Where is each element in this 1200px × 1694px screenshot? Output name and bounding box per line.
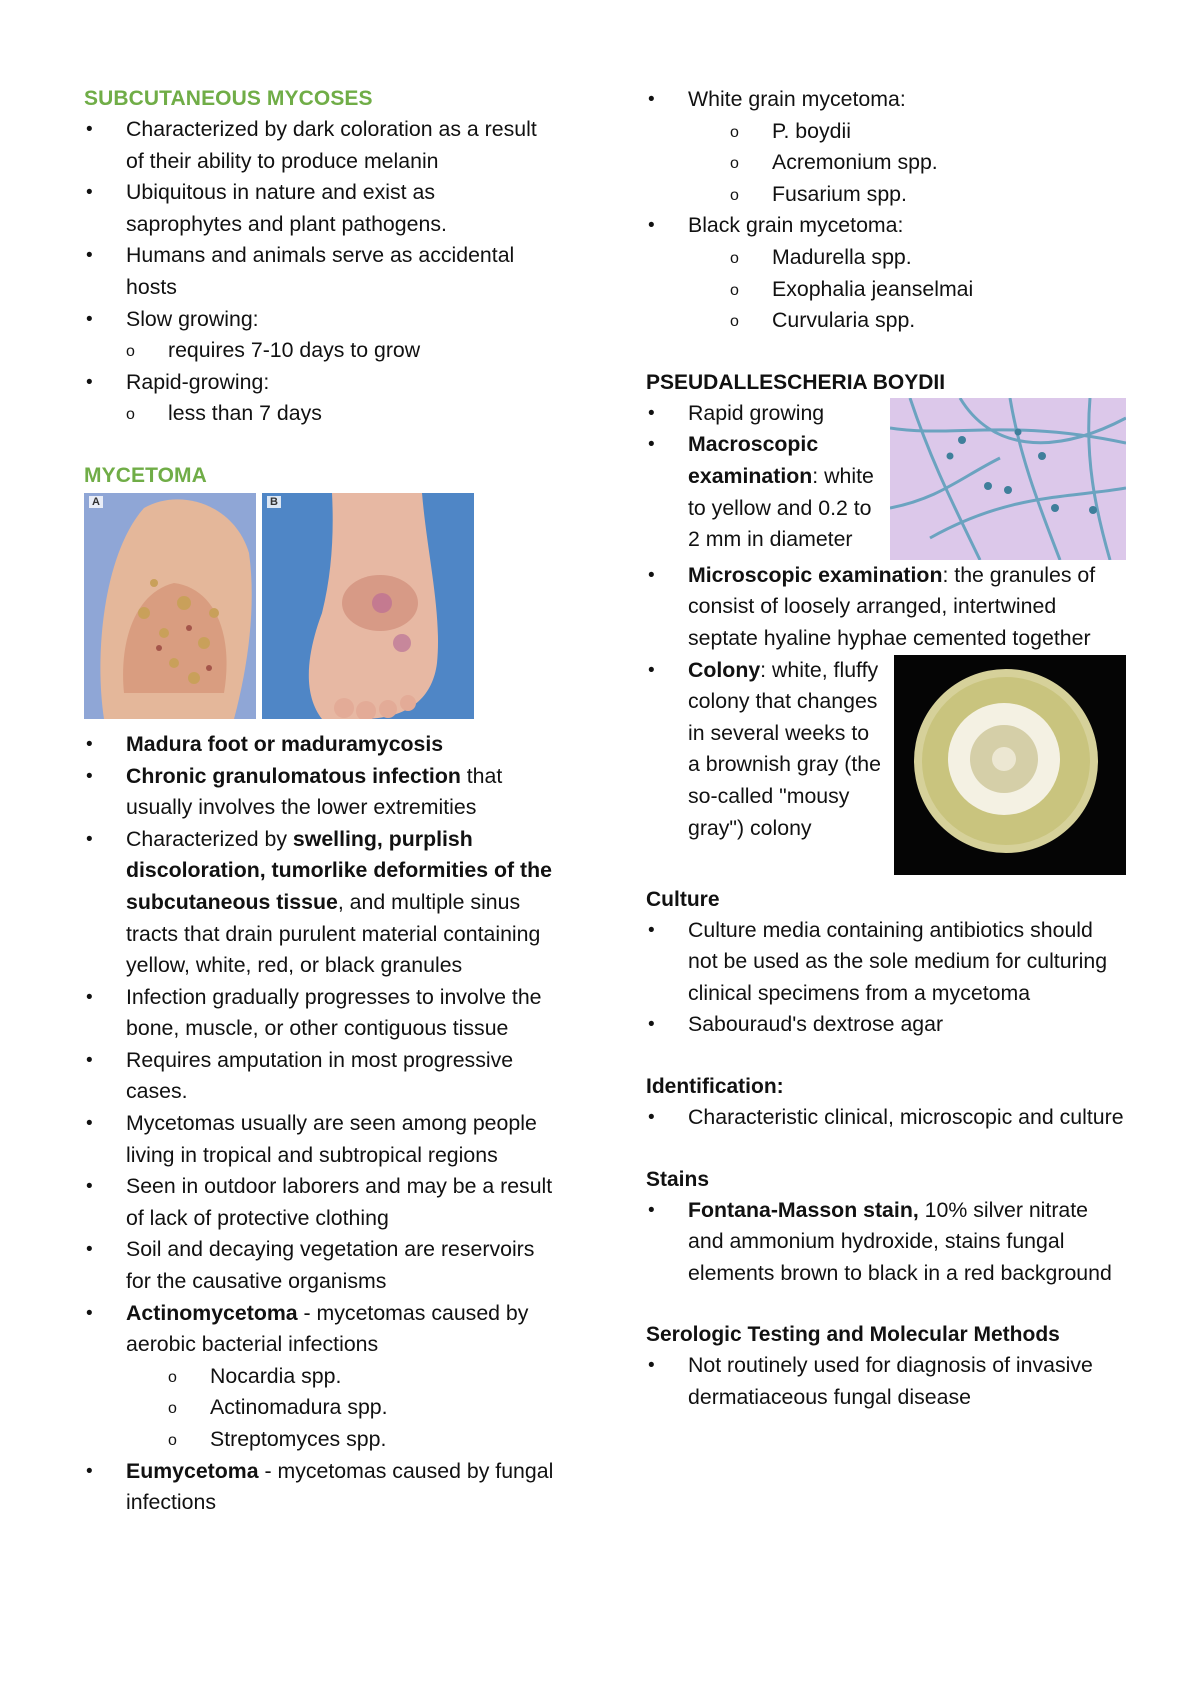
sub-list-item: o less than 7 days xyxy=(84,398,554,430)
right-column xyxy=(646,84,1126,1413)
subcutaneous-mycoses-heading: SUBCUTANEOUS MYCOSES xyxy=(84,87,373,110)
figure-label-a: A xyxy=(89,496,103,508)
sub-list-item: o Actinomadura spp. xyxy=(84,1392,554,1424)
foot-photo-b xyxy=(262,493,474,719)
mycetoma-list xyxy=(84,729,554,1519)
list-item: • Rapid growing xyxy=(646,398,1126,430)
list-item: • Macroscopic examination: white to yellow and 0.2 to 2 mm in diameter xyxy=(646,429,1126,555)
sub-list-item: o Exophalia jeanselmai xyxy=(646,274,1126,306)
list-item: • Not routinely used for diagnosis of invasive dermatiaceous fungal disease xyxy=(646,1350,1126,1413)
list-item: • Culture media containing antibiotics should not be used as the sole medium for culturing clinical specimens from a mycetoma xyxy=(646,915,1126,1010)
mycetoma-heading: MYCETOMA xyxy=(84,463,207,487)
serologic-heading: Serologic Testing and Molecular Methods xyxy=(646,1323,1060,1347)
list-item: • Ubiquitous in nature and exist as saprophytes and plant pathogens. xyxy=(84,177,554,240)
list-item: • Eumycetoma - mycetomas caused by fungal infections xyxy=(84,1456,554,1519)
list-item: • Rapid-growing: xyxy=(84,367,554,399)
list-item: • Characterized by swelling, purplish discoloration, tumorlike deformities of the subcutaneous tissue, and multiple sinus tracts that drain purulent material containing yellow, white, red, or black granules xyxy=(84,824,554,982)
left-column xyxy=(84,84,554,1519)
list-item: • Colony: white, fluffy colony that changes in several weeks to a brownish gray (the so-called "mousy gray") colony xyxy=(646,655,1126,845)
list-item: • Soil and decaying vegetation are reservoirs for the causative organisms xyxy=(84,1234,554,1297)
foot-photo-a xyxy=(84,493,256,719)
sub-list-item: o Streptomyces spp. xyxy=(84,1424,554,1456)
list-item: • Slow growing: xyxy=(84,304,554,336)
list-item: • Characteristic clinical, microscopic and culture xyxy=(646,1102,1126,1134)
list-item: • Microscopic examination: the granules of consist of loosely arranged, intertwined septate hyaline hyphae cemented together xyxy=(646,560,1126,655)
list-item: • Characterized by dark coloration as a result of their ability to produce melanin xyxy=(84,114,554,177)
grain-list xyxy=(646,84,1126,337)
list-item: • Infection gradually progresses to involve the bone, muscle, or other contiguous tissue xyxy=(84,982,554,1045)
pseudallescheria-heading: PSEUDALLESCHERIA BOYDII xyxy=(646,370,946,394)
stains-list xyxy=(646,1195,1126,1290)
list-item: • Actinomycetoma - mycetomas caused by aerobic bacterial infections xyxy=(84,1298,554,1361)
identification-list xyxy=(646,1102,1126,1134)
list-item: • Mycetomas usually are seen among people living in tropical and subtropical regions xyxy=(84,1108,554,1171)
sub-list-item: o Madurella spp. xyxy=(646,242,1126,274)
sub-list-item: o Curvularia spp. xyxy=(646,305,1126,337)
sub-list-item: o Fusarium spp. xyxy=(646,179,1126,211)
pseudallescheria-list xyxy=(646,398,1126,655)
list-item: • Requires amputation in most progressive cases. xyxy=(84,1045,554,1108)
sub-list-item: o Nocardia spp. xyxy=(84,1361,554,1393)
list-item: • Madura foot or maduramycosis xyxy=(84,729,554,761)
list-item: • Fontana-Masson stain, 10% silver nitrate and ammonium hydroxide, stains fungal elements brown to black in a red background xyxy=(646,1195,1126,1290)
culture-list xyxy=(646,915,1126,1041)
list-item: • Chronic granulomatous infection that usually involves the lower extremities xyxy=(84,761,554,824)
list-item: • Humans and animals serve as accidental hosts xyxy=(84,240,554,303)
sub-list-item: o requires 7-10 days to grow xyxy=(84,335,554,367)
figure-label-b: B xyxy=(267,496,281,508)
sub-list-item: o P. boydii xyxy=(646,116,1126,148)
mycetoma-figure xyxy=(84,493,554,719)
colony-list xyxy=(646,655,1126,845)
serologic-list xyxy=(646,1350,1126,1413)
identification-heading: Identification: xyxy=(646,1074,784,1098)
sub-list-item: o Acremonium spp. xyxy=(646,147,1126,179)
list-item: • Seen in outdoor laborers and may be a result of lack of protective clothing xyxy=(84,1171,554,1234)
stains-heading: Stains xyxy=(646,1167,710,1191)
subcutaneous-list xyxy=(84,114,554,430)
list-item: • Sabouraud's dextrose agar xyxy=(646,1009,1126,1041)
culture-heading: Culture xyxy=(646,887,720,911)
list-item: • White grain mycetoma: xyxy=(646,84,1126,116)
list-item: • Black grain mycetoma: xyxy=(646,210,1126,242)
